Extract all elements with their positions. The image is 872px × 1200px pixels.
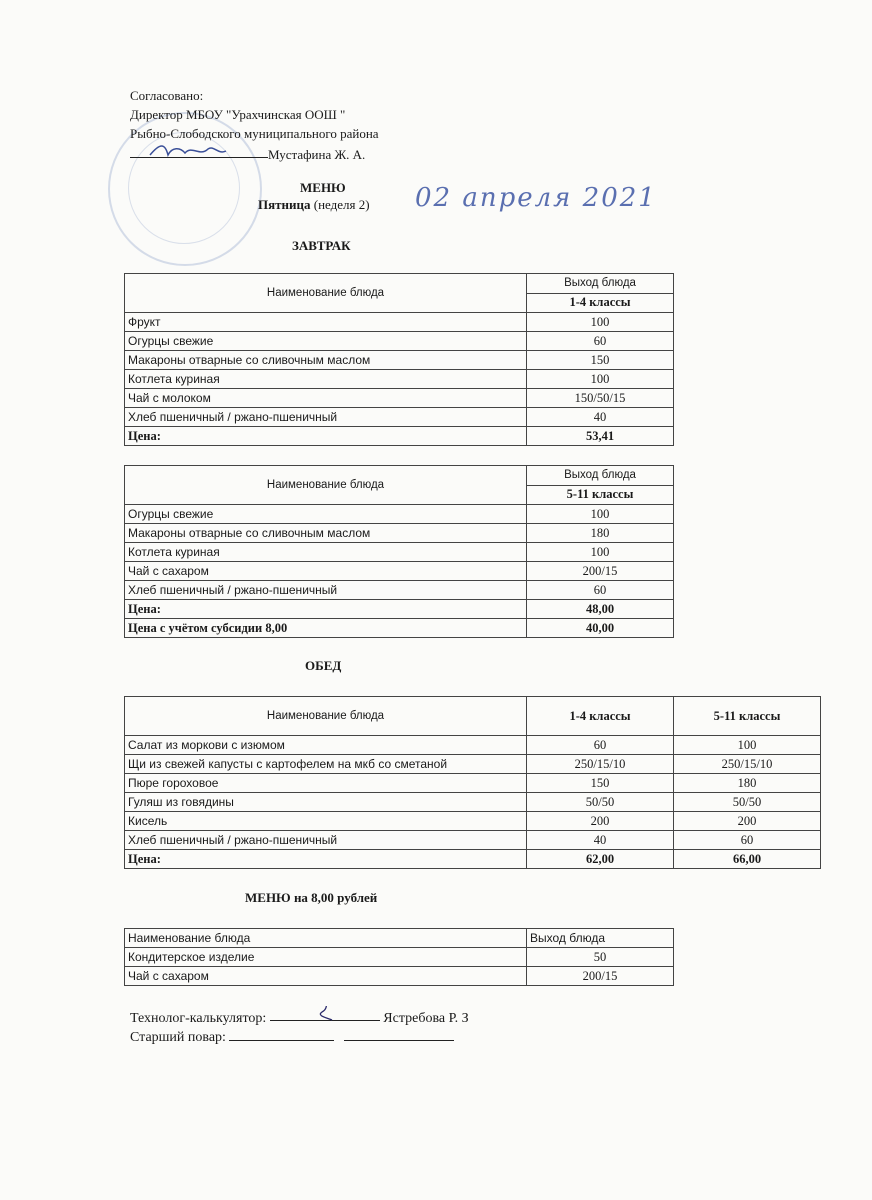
table-row: Котлета куриная 100 bbox=[125, 543, 674, 562]
subsidy-price-row: Цена с учётом субсидии 8,00 40,00 bbox=[125, 619, 674, 638]
col-output: Выход блюда bbox=[527, 274, 674, 294]
table-row: Котлета куриная 100 bbox=[125, 370, 674, 389]
breakfast-table-1-4 bbox=[124, 273, 674, 446]
technologist-name: Ястребова Р. З bbox=[383, 1011, 469, 1026]
day-name: Пятница bbox=[258, 197, 311, 212]
col-output: Выход блюда bbox=[527, 929, 674, 948]
cook-line bbox=[130, 1026, 454, 1047]
table-row: Чай с сахаром 200/15 bbox=[125, 562, 674, 581]
table-row: Макароны отварные со сливочным маслом 150 bbox=[125, 351, 674, 370]
district-name: Рыбно-Слободского муниципального района bbox=[130, 126, 379, 141]
table-row: Кондитерское изделие 50 bbox=[125, 948, 674, 967]
table-row: Хлеб пшеничный / ржано-пшеничный 60 bbox=[125, 581, 674, 600]
breakfast-table-5-11 bbox=[124, 465, 674, 638]
table-row: Чай с сахаром 200/15 bbox=[125, 967, 674, 986]
col-dish-name: Наименование блюда bbox=[125, 466, 527, 505]
col-group-1-4: 1-4 классы bbox=[527, 697, 674, 736]
handwritten-date: 02 апреля 2021 bbox=[415, 183, 657, 213]
week-note: (неделя 2) bbox=[313, 197, 370, 212]
table-row: Щи из свежей капусты с картофелем на мкб со сметаной 250/15/10 250/15/10 bbox=[125, 755, 821, 774]
day-line bbox=[258, 197, 370, 213]
menu8-table bbox=[124, 928, 674, 986]
technologist-signature bbox=[270, 1006, 380, 1021]
table-row: Кисель 200 200 bbox=[125, 812, 821, 831]
technologist-label: Технолог-калькулятор: bbox=[130, 1011, 267, 1026]
director-name: Мустафина Ж. А. bbox=[268, 147, 366, 162]
lunch-table bbox=[124, 696, 821, 869]
col-dish-name: Наименование блюда bbox=[125, 697, 527, 736]
table-row: Огурцы свежие 100 bbox=[125, 505, 674, 524]
technologist-signature-mark bbox=[270, 1006, 380, 1022]
col-group-5-11: 5-11 классы bbox=[674, 697, 821, 736]
menu-title: МЕНЮ bbox=[300, 180, 346, 195]
table-row: Хлеб пшеничный / ржано-пшеничный 40 60 bbox=[125, 831, 821, 850]
table-row: Пюре гороховое 150 180 bbox=[125, 774, 821, 793]
table-row: Фрукт 100 bbox=[125, 313, 674, 332]
price-row: Цена: 48,00 bbox=[125, 600, 674, 619]
col-output: Выход блюда bbox=[527, 466, 674, 486]
director-signature bbox=[130, 143, 268, 159]
col-group-5-11: 5-11 классы bbox=[527, 485, 674, 505]
price-row: Цена: 62,00 66,00 bbox=[125, 850, 821, 869]
cook-label: Старший повар: bbox=[130, 1030, 226, 1045]
col-group-1-4: 1-4 классы bbox=[527, 293, 674, 313]
cook-name-blank bbox=[344, 1026, 454, 1041]
lunch-title: ОБЕД bbox=[305, 658, 342, 673]
director-signature-line bbox=[130, 143, 365, 164]
breakfast-title: ЗАВТРАК bbox=[292, 238, 351, 253]
table-row: Гуляш из говядины 50/50 50/50 bbox=[125, 793, 821, 812]
table-row: Хлеб пшеничный / ржано-пшеничный 40 bbox=[125, 408, 674, 427]
approval-label: Согласовано: bbox=[130, 88, 204, 103]
price-row: Цена: 53,41 bbox=[125, 427, 674, 446]
cook-signature-blank bbox=[229, 1026, 334, 1041]
col-dish-name: Наименование блюда bbox=[125, 929, 527, 948]
table-row: Салат из моркови с изюмом 60 100 bbox=[125, 736, 821, 755]
menu8-title: МЕНЮ на 8,00 рублей bbox=[245, 890, 378, 905]
table-row: Огурцы свежие 60 bbox=[125, 332, 674, 351]
technologist-line bbox=[130, 1006, 469, 1028]
signature-underline bbox=[130, 143, 268, 158]
director-title: Директор МБОУ "Урахчинская ООШ " bbox=[130, 107, 346, 122]
table-row: Макароны отварные со сливочным маслом 180 bbox=[125, 524, 674, 543]
table-row: Чай с молоком 150/50/15 bbox=[125, 389, 674, 408]
col-dish-name: Наименование блюда bbox=[125, 274, 527, 313]
